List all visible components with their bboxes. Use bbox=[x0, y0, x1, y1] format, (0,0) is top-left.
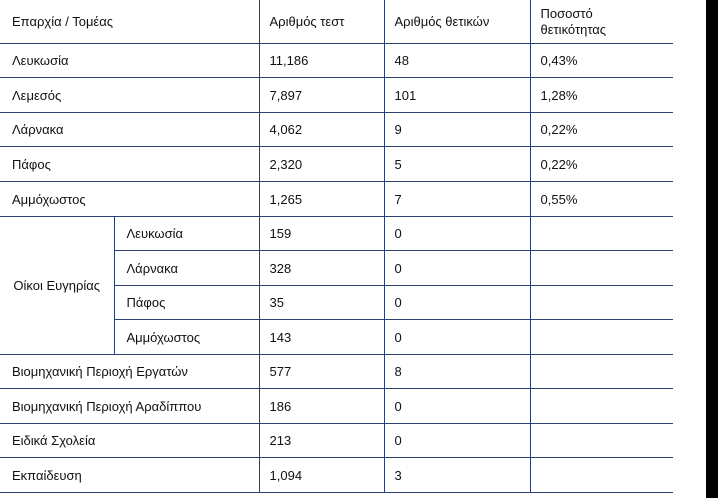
district-name: Αμμόχωστος bbox=[0, 182, 259, 217]
district-name: Λεμεσός bbox=[0, 78, 259, 113]
table-row bbox=[0, 44, 673, 78]
table-row bbox=[0, 217, 673, 251]
care-homes-label: Οίκοι Ευγηρίας bbox=[0, 217, 114, 355]
district-tests: 11,186 bbox=[259, 44, 384, 78]
table-row bbox=[0, 424, 673, 458]
table-row bbox=[0, 78, 673, 113]
care-home-rate bbox=[530, 251, 673, 286]
sector-positives: 0 bbox=[384, 389, 530, 424]
care-home-tests: 328 bbox=[259, 251, 384, 286]
care-home-district: Λάρνακα bbox=[114, 251, 259, 286]
sector-tests: 186 bbox=[259, 389, 384, 424]
district-positives: 48 bbox=[384, 44, 530, 78]
table-row bbox=[0, 147, 673, 182]
table-row bbox=[0, 113, 673, 147]
district-positives: 7 bbox=[384, 182, 530, 217]
district-name: Λάρνακα bbox=[0, 113, 259, 147]
sector-tests: 213 bbox=[259, 424, 384, 458]
district-name: Λευκωσία bbox=[0, 44, 259, 78]
table-row bbox=[0, 389, 673, 424]
sector-rate bbox=[530, 424, 673, 458]
care-home-district: Πάφος bbox=[114, 286, 259, 320]
sector-tests: 577 bbox=[259, 355, 384, 389]
care-home-rate bbox=[530, 217, 673, 251]
sector-name: Βιομηχανική Περιοχή Αραδίππου bbox=[0, 389, 259, 424]
district-rate: 0,43% bbox=[530, 44, 673, 78]
care-home-positives: 0 bbox=[384, 251, 530, 286]
district-positives: 5 bbox=[384, 147, 530, 182]
table-header-row bbox=[0, 0, 673, 44]
district-tests: 2,320 bbox=[259, 147, 384, 182]
district-tests: 4,062 bbox=[259, 113, 384, 147]
table-row bbox=[0, 182, 673, 217]
sector-rate bbox=[530, 458, 673, 493]
district-rate: 0,22% bbox=[530, 113, 673, 147]
sector-positives: 3 bbox=[384, 458, 530, 493]
district-rate: 1,28% bbox=[530, 78, 673, 113]
header-positivity-rate: Ποσοστό θετικότητας bbox=[530, 0, 673, 44]
sector-rate bbox=[530, 389, 673, 424]
district-positives: 9 bbox=[384, 113, 530, 147]
care-home-tests: 35 bbox=[259, 286, 384, 320]
sector-rate bbox=[530, 355, 673, 389]
header-tests: Αριθμός τεστ bbox=[259, 0, 384, 44]
care-home-positives: 0 bbox=[384, 320, 530, 355]
district-rate: 0,55% bbox=[530, 182, 673, 217]
district-rate: 0,22% bbox=[530, 147, 673, 182]
window-edge bbox=[706, 0, 718, 498]
sector-tests: 1,094 bbox=[259, 458, 384, 493]
district-tests: 1,265 bbox=[259, 182, 384, 217]
district-positives: 101 bbox=[384, 78, 530, 113]
care-home-rate bbox=[530, 286, 673, 320]
sector-positives: 8 bbox=[384, 355, 530, 389]
sector-positives: 0 bbox=[384, 424, 530, 458]
header-positives: Αριθμός θετικών bbox=[384, 0, 530, 44]
care-home-tests: 143 bbox=[259, 320, 384, 355]
care-home-district: Αμμόχωστος bbox=[114, 320, 259, 355]
sector-name: Ειδικά Σχολεία bbox=[0, 424, 259, 458]
care-home-tests: 159 bbox=[259, 217, 384, 251]
care-home-positives: 0 bbox=[384, 217, 530, 251]
care-home-rate bbox=[530, 320, 673, 355]
sector-name: Εκπαίδευση bbox=[0, 458, 259, 493]
district-tests: 7,897 bbox=[259, 78, 384, 113]
care-home-positives: 0 bbox=[384, 286, 530, 320]
district-name: Πάφος bbox=[0, 147, 259, 182]
table-row bbox=[0, 458, 673, 493]
sector-name: Βιομηχανική Περιοχή Εργατών bbox=[0, 355, 259, 389]
header-region: Επαρχία / Τομέας bbox=[0, 0, 259, 44]
table-row bbox=[0, 355, 673, 389]
care-home-district: Λευκωσία bbox=[114, 217, 259, 251]
